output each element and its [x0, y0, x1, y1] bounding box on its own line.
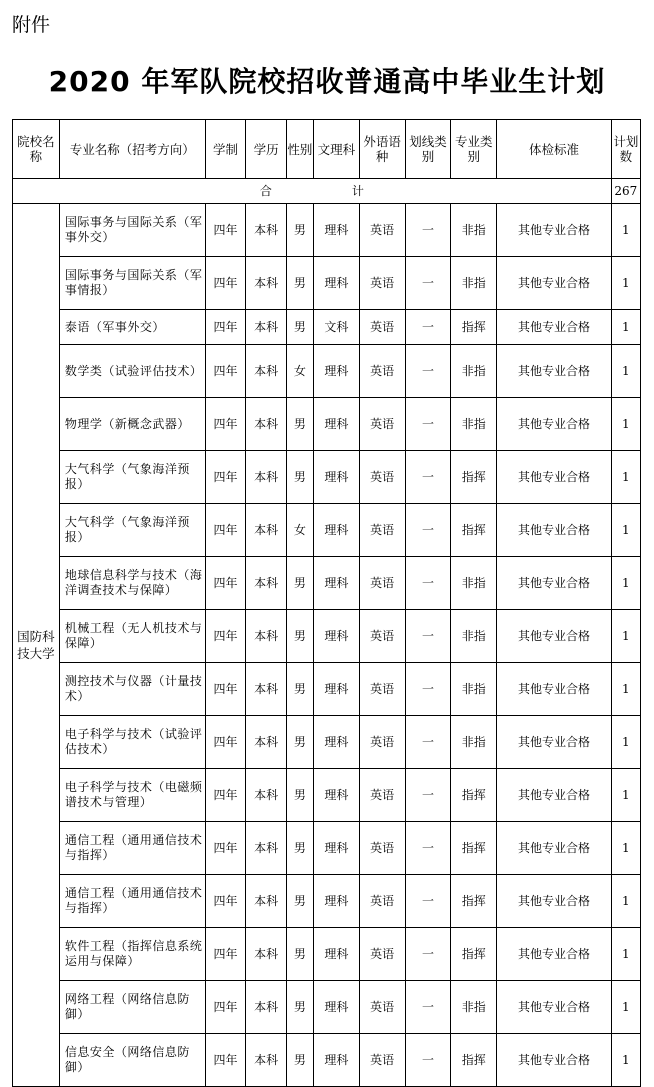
physical-cell: 其他专业合格	[497, 610, 612, 663]
table-row	[13, 504, 641, 557]
table-row	[13, 981, 641, 1034]
line-cell: 一	[405, 981, 451, 1034]
duration-cell: 四年	[205, 398, 246, 451]
gender-cell: 男	[286, 928, 313, 981]
plan-cell: 1	[611, 610, 640, 663]
degree-cell: 本科	[246, 610, 287, 663]
duration-cell: 四年	[205, 875, 246, 928]
plan-cell: 1	[611, 769, 640, 822]
line-cell: 一	[405, 716, 451, 769]
table-row	[13, 345, 641, 398]
stream-cell: 文科	[313, 310, 359, 345]
major-cell: 通信工程（通用通信技术与指挥）	[59, 822, 205, 875]
language-cell: 英语	[359, 663, 405, 716]
language-cell: 英语	[359, 310, 405, 345]
plan-cell: 1	[611, 451, 640, 504]
stream-cell: 理科	[313, 557, 359, 610]
plan-cell: 1	[611, 663, 640, 716]
line-cell: 一	[405, 310, 451, 345]
duration-cell: 四年	[205, 928, 246, 981]
degree-cell: 本科	[246, 257, 287, 310]
gender-cell: 男	[286, 769, 313, 822]
language-cell: 英语	[359, 204, 405, 257]
category-cell: 指挥	[451, 451, 497, 504]
gender-cell: 男	[286, 1034, 313, 1087]
plan-cell: 1	[611, 398, 640, 451]
degree-cell: 本科	[246, 663, 287, 716]
duration-cell: 四年	[205, 504, 246, 557]
line-cell: 一	[405, 1034, 451, 1087]
major-cell: 数学类（试验评估技术）	[59, 345, 205, 398]
language-cell: 英语	[359, 769, 405, 822]
category-cell: 指挥	[451, 769, 497, 822]
table-row	[13, 875, 641, 928]
table-row	[13, 663, 641, 716]
line-cell: 一	[405, 822, 451, 875]
plan-cell: 1	[611, 1034, 640, 1087]
degree-cell: 本科	[246, 451, 287, 504]
duration-cell: 四年	[205, 345, 246, 398]
attachment-label: 附件	[12, 14, 51, 36]
category-cell: 非指	[451, 557, 497, 610]
physical-cell: 其他专业合格	[497, 1034, 612, 1087]
degree-cell: 本科	[246, 310, 287, 345]
language-cell: 英语	[359, 1034, 405, 1087]
duration-cell: 四年	[205, 557, 246, 610]
header-language: 外语语种	[359, 120, 405, 179]
degree-cell: 本科	[246, 504, 287, 557]
category-cell: 非指	[451, 257, 497, 310]
header-degree: 学历	[246, 120, 287, 179]
header-gender: 性别	[286, 120, 313, 179]
major-cell: 泰语（军事外交）	[59, 310, 205, 345]
plan-cell: 1	[611, 257, 640, 310]
enrollment-plan-table	[12, 119, 641, 1087]
line-cell: 一	[405, 504, 451, 557]
duration-cell: 四年	[205, 663, 246, 716]
stream-cell: 理科	[313, 875, 359, 928]
category-cell: 非指	[451, 716, 497, 769]
language-cell: 英语	[359, 398, 405, 451]
total-label: 合 计	[13, 179, 612, 204]
gender-cell: 男	[286, 557, 313, 610]
duration-cell: 四年	[205, 716, 246, 769]
category-cell: 指挥	[451, 504, 497, 557]
gender-cell: 女	[286, 504, 313, 557]
header-school: 院校名称	[13, 120, 60, 179]
plan-cell: 1	[611, 875, 640, 928]
major-cell: 机械工程（无人机技术与保障）	[59, 610, 205, 663]
physical-cell: 其他专业合格	[497, 875, 612, 928]
plan-cell: 1	[611, 557, 640, 610]
duration-cell: 四年	[205, 204, 246, 257]
stream-cell: 理科	[313, 398, 359, 451]
language-cell: 英语	[359, 875, 405, 928]
header-plan: 计划数	[611, 120, 640, 179]
total-row	[13, 179, 641, 204]
major-cell: 软件工程（指挥信息系统运用与保障）	[59, 928, 205, 981]
degree-cell: 本科	[246, 204, 287, 257]
category-cell: 非指	[451, 610, 497, 663]
major-cell: 通信工程（通用通信技术与指挥）	[59, 875, 205, 928]
line-cell: 一	[405, 663, 451, 716]
line-cell: 一	[405, 875, 451, 928]
major-cell: 电子科学与技术（试验评估技术）	[59, 716, 205, 769]
header-major: 专业名称（招考方向）	[59, 120, 205, 179]
line-cell: 一	[405, 557, 451, 610]
major-cell: 测控技术与仪器（计量技术）	[59, 663, 205, 716]
major-cell: 网络工程（网络信息防御）	[59, 981, 205, 1034]
duration-cell: 四年	[205, 257, 246, 310]
table-row	[13, 310, 641, 345]
language-cell: 英语	[359, 451, 405, 504]
table-row	[13, 398, 641, 451]
plan-cell: 1	[611, 822, 640, 875]
degree-cell: 本科	[246, 557, 287, 610]
table-row	[13, 822, 641, 875]
category-cell: 非指	[451, 981, 497, 1034]
physical-cell: 其他专业合格	[497, 398, 612, 451]
stream-cell: 理科	[313, 257, 359, 310]
stream-cell: 理科	[313, 928, 359, 981]
line-cell: 一	[405, 345, 451, 398]
language-cell: 英语	[359, 557, 405, 610]
physical-cell: 其他专业合格	[497, 928, 612, 981]
gender-cell: 男	[286, 310, 313, 345]
category-cell: 指挥	[451, 310, 497, 345]
table-row	[13, 204, 641, 257]
major-cell: 大气科学（气象海洋预报）	[59, 451, 205, 504]
plan-cell: 1	[611, 981, 640, 1034]
degree-cell: 本科	[246, 875, 287, 928]
category-cell: 非指	[451, 398, 497, 451]
physical-cell: 其他专业合格	[497, 310, 612, 345]
stream-cell: 理科	[313, 345, 359, 398]
duration-cell: 四年	[205, 310, 246, 345]
degree-cell: 本科	[246, 981, 287, 1034]
duration-cell: 四年	[205, 451, 246, 504]
header-line: 划线类别	[405, 120, 451, 179]
language-cell: 英语	[359, 257, 405, 310]
table-row	[13, 451, 641, 504]
page-title: 2020 年军队院校招收普通高中毕业生计划	[48, 65, 606, 98]
category-cell: 非指	[451, 345, 497, 398]
duration-cell: 四年	[205, 610, 246, 663]
physical-cell: 其他专业合格	[497, 204, 612, 257]
language-cell: 英语	[359, 716, 405, 769]
gender-cell: 男	[286, 204, 313, 257]
language-cell: 英语	[359, 981, 405, 1034]
language-cell: 英语	[359, 610, 405, 663]
degree-cell: 本科	[246, 716, 287, 769]
physical-cell: 其他专业合格	[497, 663, 612, 716]
duration-cell: 四年	[205, 1034, 246, 1087]
line-cell: 一	[405, 928, 451, 981]
stream-cell: 理科	[313, 769, 359, 822]
duration-cell: 四年	[205, 769, 246, 822]
line-cell: 一	[405, 451, 451, 504]
plan-cell: 1	[611, 716, 640, 769]
stream-cell: 理科	[313, 1034, 359, 1087]
table-row	[13, 557, 641, 610]
line-cell: 一	[405, 257, 451, 310]
category-cell: 指挥	[451, 928, 497, 981]
stream-cell: 理科	[313, 822, 359, 875]
physical-cell: 其他专业合格	[497, 504, 612, 557]
stream-cell: 理科	[313, 451, 359, 504]
stream-cell: 理科	[313, 504, 359, 557]
degree-cell: 本科	[246, 345, 287, 398]
language-cell: 英语	[359, 928, 405, 981]
gender-cell: 男	[286, 398, 313, 451]
language-cell: 英语	[359, 822, 405, 875]
degree-cell: 本科	[246, 769, 287, 822]
major-cell: 国际事务与国际关系（军事情报）	[59, 257, 205, 310]
table-row	[13, 257, 641, 310]
duration-cell: 四年	[205, 981, 246, 1034]
header-category: 专业类别	[451, 120, 497, 179]
plan-cell: 1	[611, 204, 640, 257]
line-cell: 一	[405, 204, 451, 257]
gender-cell: 男	[286, 610, 313, 663]
plan-cell: 1	[611, 928, 640, 981]
line-cell: 一	[405, 398, 451, 451]
language-cell: 英语	[359, 345, 405, 398]
physical-cell: 其他专业合格	[497, 557, 612, 610]
header-physical: 体检标准	[497, 120, 612, 179]
degree-cell: 本科	[246, 398, 287, 451]
gender-cell: 男	[286, 716, 313, 769]
category-cell: 非指	[451, 204, 497, 257]
table-row	[13, 716, 641, 769]
major-cell: 国际事务与国际关系（军事外交）	[59, 204, 205, 257]
header-duration: 学制	[205, 120, 246, 179]
category-cell: 指挥	[451, 1034, 497, 1087]
line-cell: 一	[405, 610, 451, 663]
gender-cell: 男	[286, 451, 313, 504]
physical-cell: 其他专业合格	[497, 769, 612, 822]
header-stream: 文理科	[313, 120, 359, 179]
physical-cell: 其他专业合格	[497, 716, 612, 769]
table-row	[13, 769, 641, 822]
major-cell: 地球信息科学与技术（海洋调查技术与保障）	[59, 557, 205, 610]
stream-cell: 理科	[313, 204, 359, 257]
physical-cell: 其他专业合格	[497, 981, 612, 1034]
line-cell: 一	[405, 769, 451, 822]
physical-cell: 其他专业合格	[497, 822, 612, 875]
major-cell: 物理学（新概念武器）	[59, 398, 205, 451]
duration-cell: 四年	[205, 822, 246, 875]
category-cell: 指挥	[451, 875, 497, 928]
gender-cell: 男	[286, 257, 313, 310]
category-cell: 指挥	[451, 822, 497, 875]
major-cell: 电子科学与技术（电磁频谱技术与管理）	[59, 769, 205, 822]
physical-cell: 其他专业合格	[497, 257, 612, 310]
degree-cell: 本科	[246, 1034, 287, 1087]
degree-cell: 本科	[246, 822, 287, 875]
gender-cell: 男	[286, 822, 313, 875]
plan-cell: 1	[611, 504, 640, 557]
gender-cell: 男	[286, 875, 313, 928]
header-row	[13, 120, 641, 179]
table-row	[13, 1034, 641, 1087]
gender-cell: 男	[286, 981, 313, 1034]
gender-cell: 男	[286, 663, 313, 716]
category-cell: 非指	[451, 663, 497, 716]
total-value: 267	[611, 179, 640, 204]
degree-cell: 本科	[246, 928, 287, 981]
stream-cell: 理科	[313, 610, 359, 663]
plan-cell: 1	[611, 310, 640, 345]
stream-cell: 理科	[313, 716, 359, 769]
stream-cell: 理科	[313, 663, 359, 716]
school-name: 国防科技大学	[13, 204, 60, 1087]
physical-cell: 其他专业合格	[497, 345, 612, 398]
major-cell: 大气科学（气象海洋预报）	[59, 504, 205, 557]
table-row	[13, 610, 641, 663]
major-cell: 信息安全（网络信息防御）	[59, 1034, 205, 1087]
language-cell: 英语	[359, 504, 405, 557]
table-row	[13, 928, 641, 981]
stream-cell: 理科	[313, 981, 359, 1034]
physical-cell: 其他专业合格	[497, 451, 612, 504]
plan-cell: 1	[611, 345, 640, 398]
gender-cell: 女	[286, 345, 313, 398]
